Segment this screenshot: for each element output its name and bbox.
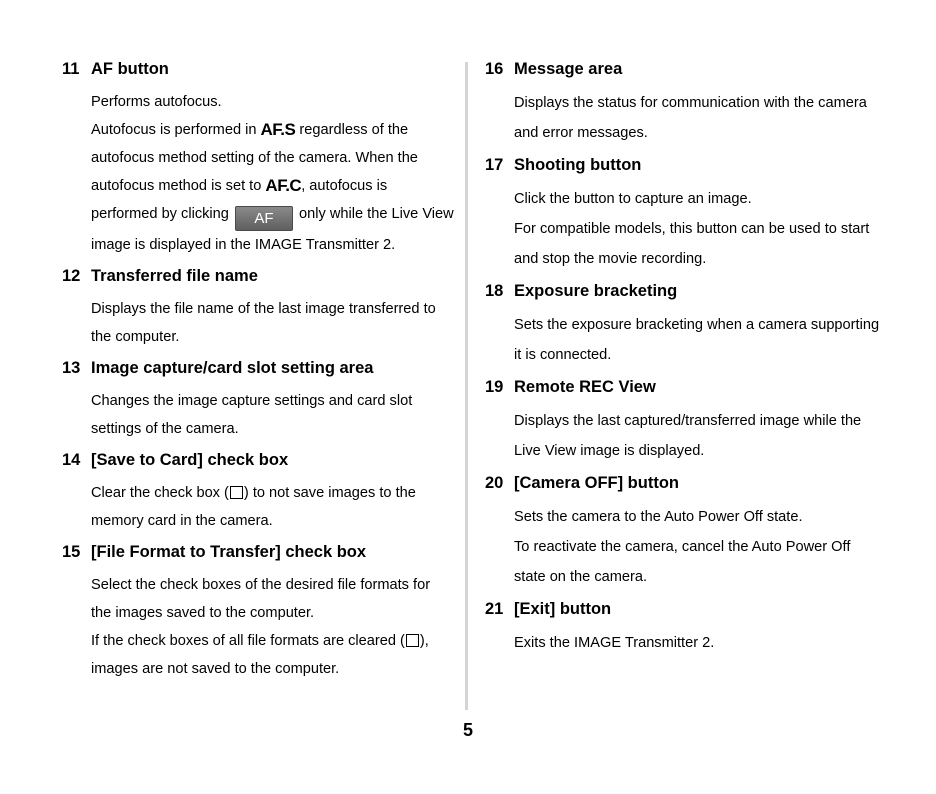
paragraph: Select the check boxes of the desired file formats for the images saved to the computer.	[91, 577, 431, 621]
section-number: 14	[62, 451, 81, 469]
section-number: 19	[485, 378, 504, 396]
section-body	[91, 88, 454, 259]
paragraph: Sets the exposure bracketing when a camera supporting it is connected.	[514, 317, 880, 363]
section-heading	[62, 357, 454, 379]
section-title: Image capture/card slot setting area	[91, 359, 374, 377]
paragraph: Exits the IMAGE Transmitter 2.	[514, 635, 715, 651]
paragraph: To reactivate the camera, cancel the Auto Power Off state on the camera.	[514, 539, 851, 585]
empty-checkbox-icon	[406, 634, 419, 647]
section-number: 20	[485, 474, 504, 492]
section-14-save-to-card	[62, 449, 454, 535]
section-body	[514, 502, 885, 592]
section-body	[514, 184, 885, 274]
section-13-image-capture-card-slot	[62, 357, 454, 443]
section-20-camera-off-button	[485, 472, 885, 592]
section-body	[514, 628, 885, 658]
section-number: 11	[62, 60, 80, 78]
af-button-icon: AF	[235, 206, 293, 231]
paragraph: Click the button to capture an image.	[514, 191, 752, 207]
text-run: regardless of the autofocus method setting of the camera. When the autofocus method is set to	[91, 122, 418, 194]
section-heading	[62, 449, 454, 471]
section-title: Transferred file name	[91, 267, 258, 285]
section-16-message-area	[485, 58, 885, 148]
paragraph: Performs autofocus.	[91, 94, 222, 110]
text-run: ) to not save images to the memory card in the camera.	[91, 485, 416, 529]
section-17-shooting-button	[485, 154, 885, 274]
text-run: Autofocus is performed in	[91, 122, 261, 138]
section-12-transferred-file-name	[62, 265, 454, 351]
section-title: Message area	[514, 60, 623, 78]
section-body	[514, 88, 885, 148]
section-number: 13	[62, 359, 81, 377]
section-heading	[62, 58, 454, 80]
section-body	[91, 479, 454, 535]
section-heading	[485, 280, 885, 302]
section-heading	[485, 598, 885, 620]
section-title: [File Format to Transfer] check box	[91, 543, 367, 561]
section-title: Exposure bracketing	[514, 282, 678, 300]
section-body	[91, 295, 454, 351]
paragraph: Changes the image capture settings and card slot settings of the camera.	[91, 393, 413, 437]
section-title: [Save to Card] check box	[91, 451, 289, 469]
section-number: 21	[485, 600, 504, 618]
text-run: only while the Live View image is displayed in the IMAGE Transmitter 2.	[91, 206, 454, 253]
section-body	[514, 406, 885, 466]
paragraph: For compatible models, this button can be used to start and stop the movie recording.	[514, 221, 870, 267]
paragraph	[91, 627, 454, 683]
section-heading	[62, 541, 454, 563]
paragraph: Displays the file name of the last image transferred to the computer.	[91, 301, 436, 345]
text-run: , autofocus is performed by clicking	[91, 178, 388, 222]
left-column	[62, 58, 454, 689]
section-number: 16	[485, 60, 504, 78]
section-19-remote-rec-view	[485, 376, 885, 466]
paragraph: Displays the last captured/transferred image while the Live View image is displayed.	[514, 413, 862, 459]
section-number: 17	[485, 156, 504, 174]
right-column	[485, 58, 885, 664]
empty-checkbox-icon	[230, 486, 243, 499]
section-21-exit-button	[485, 598, 885, 658]
section-heading	[485, 472, 885, 494]
section-title: AF button	[91, 60, 169, 78]
section-heading	[485, 376, 885, 398]
section-15-file-format-to-transfer	[62, 541, 454, 683]
paragraph: Displays the status for communication with the camera and error messages.	[514, 95, 867, 141]
section-body	[91, 387, 454, 443]
section-11-af-button	[62, 58, 454, 259]
section-title: [Exit] button	[514, 600, 612, 618]
text-run: If the check boxes of all file formats are cleared (	[91, 633, 405, 649]
section-heading	[485, 154, 885, 176]
section-number: 18	[485, 282, 504, 300]
section-heading	[62, 265, 454, 287]
af-c-icon: AF.C	[265, 176, 302, 195]
section-18-exposure-bracketing	[485, 280, 885, 370]
paragraph: Sets the camera to the Auto Power Off state.	[514, 509, 803, 525]
paragraph	[91, 479, 454, 535]
section-title: [Camera OFF] button	[514, 474, 679, 492]
paragraph	[91, 116, 454, 259]
column-divider	[465, 62, 468, 710]
section-number: 12	[62, 267, 81, 285]
page-number: 5	[462, 720, 473, 740]
text-run: Clear the check box (	[91, 485, 229, 501]
text-run: ), images are not saved to the computer.	[91, 633, 429, 677]
section-number: 15	[62, 543, 81, 561]
section-body	[91, 571, 454, 683]
section-body	[514, 310, 885, 370]
section-heading	[485, 58, 885, 80]
af-s-icon: AF.S	[260, 120, 296, 139]
section-title: Shooting button	[514, 156, 642, 174]
section-title: Remote REC View	[514, 378, 656, 396]
